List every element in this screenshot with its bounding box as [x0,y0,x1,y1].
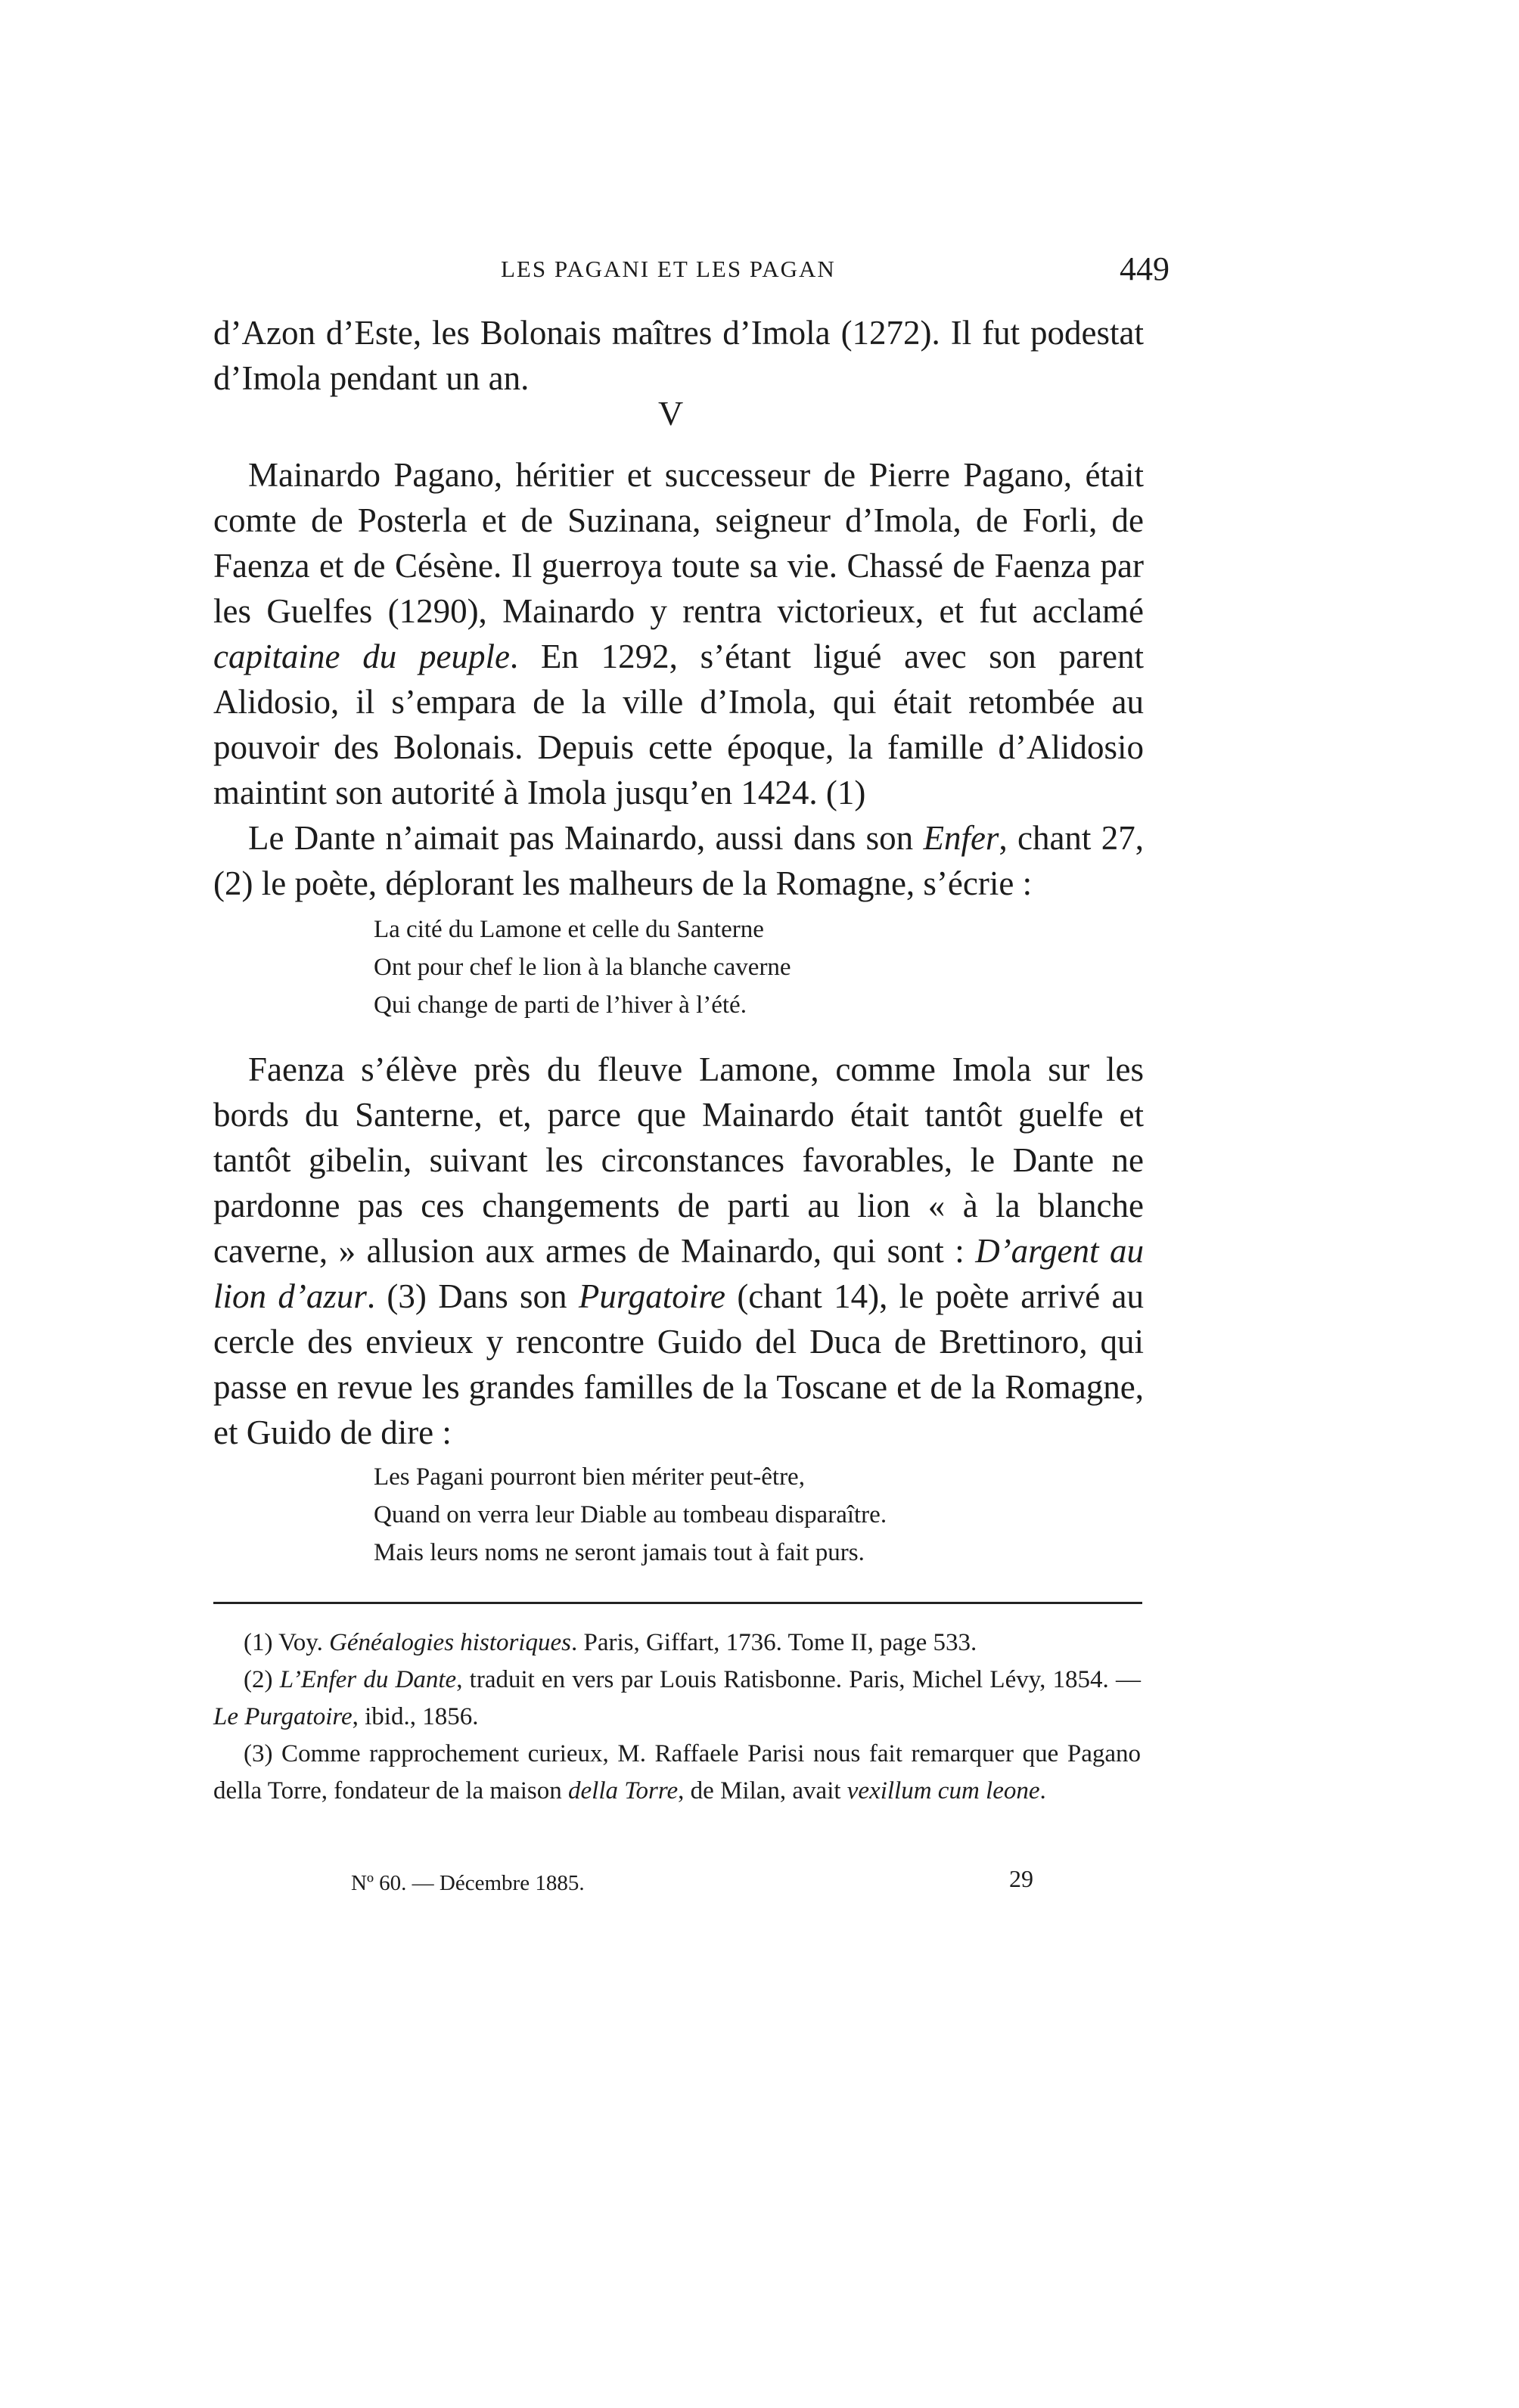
verse-quotation-1 [374,911,791,1024]
verse-line: La cité du Lamone et celle du Santerne [374,916,764,943]
footnote-divider [213,1602,1142,1604]
paragraph-faenza-italic-arms: D’argent au lion d’azur [213,1232,1144,1315]
paragraph-dante [213,815,1144,906]
paragraph-faenza-text-a: Faenza s’élève près du fleuve Lamone, comme Imola sur les bords du Santerne, et, parce que Mainardo était tantôt guelfe et tantôt gibelin, suivant les circonstances favorables, le Dante ne pardonne pas ces changements de parti au lion « à la blanche caverne, » allusion aux armes de Mainardo, qui sont : [213,1050,1144,1270]
paragraph-dante-text-b: , chant 27, (2) le poète, déplorant les malheurs de la Romagne, s’écrie : [213,819,1144,902]
paragraph-dante-italic: Enfer [923,819,999,857]
issue-line: Nº 60. — Décembre 1885. [351,1871,585,1895]
paragraph-mainardo-text-b: . En 1292, s’étant ligué avec son parent Alidosio, il s’empara de la ville d’Imola, qui était retombée au pouvoir des Bolonais. Depuis cette époque, la famille d’Alidosio maintint son autorité à Imola jusqu’en 1424. (1) [213,638,1145,811]
page-number: 449 [1120,250,1170,287]
footnote-2-text-b: , traduit en vers par Louis Ratisbonne. Paris, Michel Lévy, 1854. — [456,1666,1141,1693]
footnote-1-text-b: . Paris, Giffart, 1736. Tome II, page 533. [570,1629,977,1656]
verse-quotation-2 [374,1458,887,1572]
footnote-2-italic-enfer: L’Enfer du Dante [279,1666,457,1693]
paragraph-faenza-italic-purgatoire: Purgatoire [578,1277,726,1315]
verse-line: Les Pagani pourront bien mériter peut-être, [374,1463,805,1491]
footnote-3-italic-vexillum: vexillum cum leone [846,1777,1040,1804]
paragraph-faenza [213,1047,1144,1455]
paragraph-mainardo-italic: capitaine du peuple [213,638,510,675]
footnote-2 [213,1662,1141,1736]
paragraph-faenza-text-c: (chant 14), le poète arrivé au cercle des envieux y rencontre Guido del Duca de Brettinoro, qui passe en revue les grandes familles de la Toscane et de la Romagne, et Guido de dire : [213,1277,1144,1451]
footnote-3-text-b: , de Milan, avait [678,1777,847,1804]
footnote-2-text-c: , ibid., 1856. [352,1703,479,1730]
verse-line: Mais leurs noms ne seront jamais tout à fait purs. [374,1539,865,1566]
verse-line: Quand on verra leur Diable au tombeau disparaître. [374,1501,887,1528]
footnote-3-text-c: . [1039,1777,1046,1804]
footnote-1 [213,1624,1141,1662]
paragraph-faenza-text-b: . (3) Dans son [366,1277,579,1315]
paragraph-mainardo [213,452,1144,815]
paragraph-dante-text-a: Le Dante n’aimait pas Mainardo, aussi dans son [248,819,924,857]
verse-line: Qui change de parti de l’hiver à l’été. [374,991,747,1019]
footnote-3 [213,1736,1141,1810]
paragraph-continuation: d’Azon d’Este, les Bolonais maîtres d’Imola (1272). Il fut podestat d’Imola pendant un an. [213,314,1144,397]
footnote-2-italic-purgatoire: Le Purgatoire [213,1703,353,1730]
footnote-3-italic-torre: della Torre [568,1777,679,1804]
footnote-1-text-a: (1) Voy. [244,1629,330,1656]
signature-mark: 29 [1009,1865,1033,1892]
running-header: LES PAGANI ET LES PAGAN [501,256,836,282]
footnote-3-text-a: (3) Comme rapprochement curieux, M. Raffaele Parisi nous fait remarquer que Pagano della Torre, fondateur de la maison [213,1740,1141,1804]
paragraph-mainardo-text-a: Mainardo Pagano, héritier et successeur de Pierre Pagano, était comte de Posterla et de Suzinana, seigneur d’Imola, de Forli, de Faenza et de Césène. Il guerroya toute sa vie. Chassé de Faenza par les Guelfes (1290), Mainardo y rentra victorieux, et fut acclamé [213,456,1144,630]
verse-line: Ont pour chef le lion à la blanche caverne [374,954,791,981]
footnote-2-text-a: (2) [244,1666,280,1693]
section-numeral: V [658,394,684,433]
footnote-1-italic: Généalogies historiques [329,1629,571,1656]
